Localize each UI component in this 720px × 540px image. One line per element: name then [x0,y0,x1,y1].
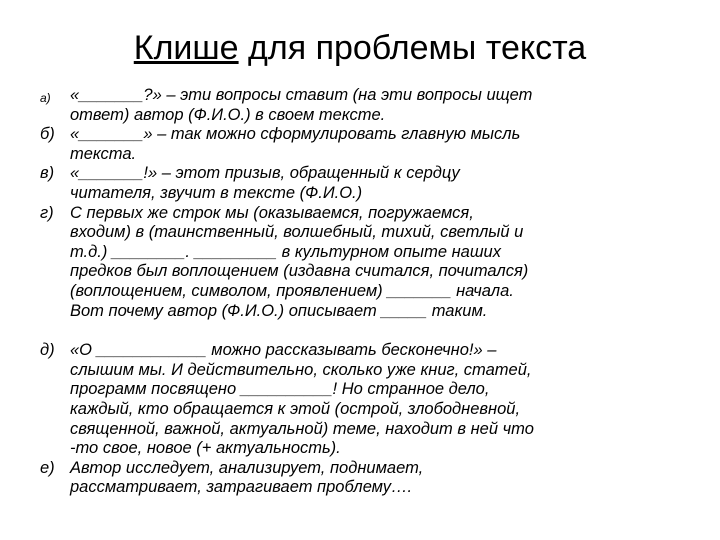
list-item-a [40,86,700,125]
list-item-b [40,125,700,164]
item-line: Вот почему автор (Ф.И.О.) описывает _____ таким. [70,301,488,320]
item-line: текста. [70,144,137,163]
item-marker: б) [40,125,55,144]
title-rest: для проблемы текста [238,29,587,67]
item-line: ответ) автор (Ф.И.О.) в своем тексте. [70,105,386,124]
item-line: «О ____________ можно рассказывать бесконечно!» – [70,341,497,360]
item-line: -то свое, новое (+ актуальность). [70,439,341,458]
item-line: «_______!» – этот призыв, обращенный к сердцу [70,164,460,183]
item-marker: г) [40,203,54,222]
item-line: С первых же строк мы (оказываемся, погружаемся, [70,203,474,222]
item-line: т.д.) ________. _________ в культурном опыте наших [70,242,501,261]
cliche-list [40,86,700,498]
item-line: священной, важной, актуальной) теме, находит в ней что [70,419,534,438]
item-line: рассматривает, затрагивает проблему…. [70,478,413,497]
item-line: каждый, кто обращается к этой (острой, злободневной, [70,399,521,418]
spacer [40,321,700,341]
item-marker: е) [40,458,55,477]
item-line: «_______?» – эти вопросы ставит (на эти вопросы ищет [70,86,533,104]
slide-title [0,28,720,68]
item-line: (воплощением, символом, проявлением) _______ начала. [70,281,514,300]
item-line: читателя, звучит в тексте (Ф.И.О.) [70,183,363,202]
item-marker: а) [40,91,51,105]
item-line: слышим мы. И действительно, сколько уже книг, статей, [70,360,532,379]
item-line: входим) в (таинственный, волшебный, тихий, светлый и [70,223,524,242]
list-item-d [40,341,700,459]
item-marker: в) [40,164,55,183]
item-line: предков был воплощением (издавна считался, почитался) [70,262,529,281]
item-line: «_______» – так можно сформулировать главную мысль [70,125,521,144]
item-marker: д) [40,341,55,360]
list-item-g [40,204,700,322]
item-line: программ посвящено __________! Но странное дело, [70,380,490,399]
list-item-v [40,164,700,203]
title-underlined-word: Клише [133,29,239,67]
item-line: Автор исследует, анализирует, поднимает, [70,458,424,477]
list-item-e [40,459,700,498]
